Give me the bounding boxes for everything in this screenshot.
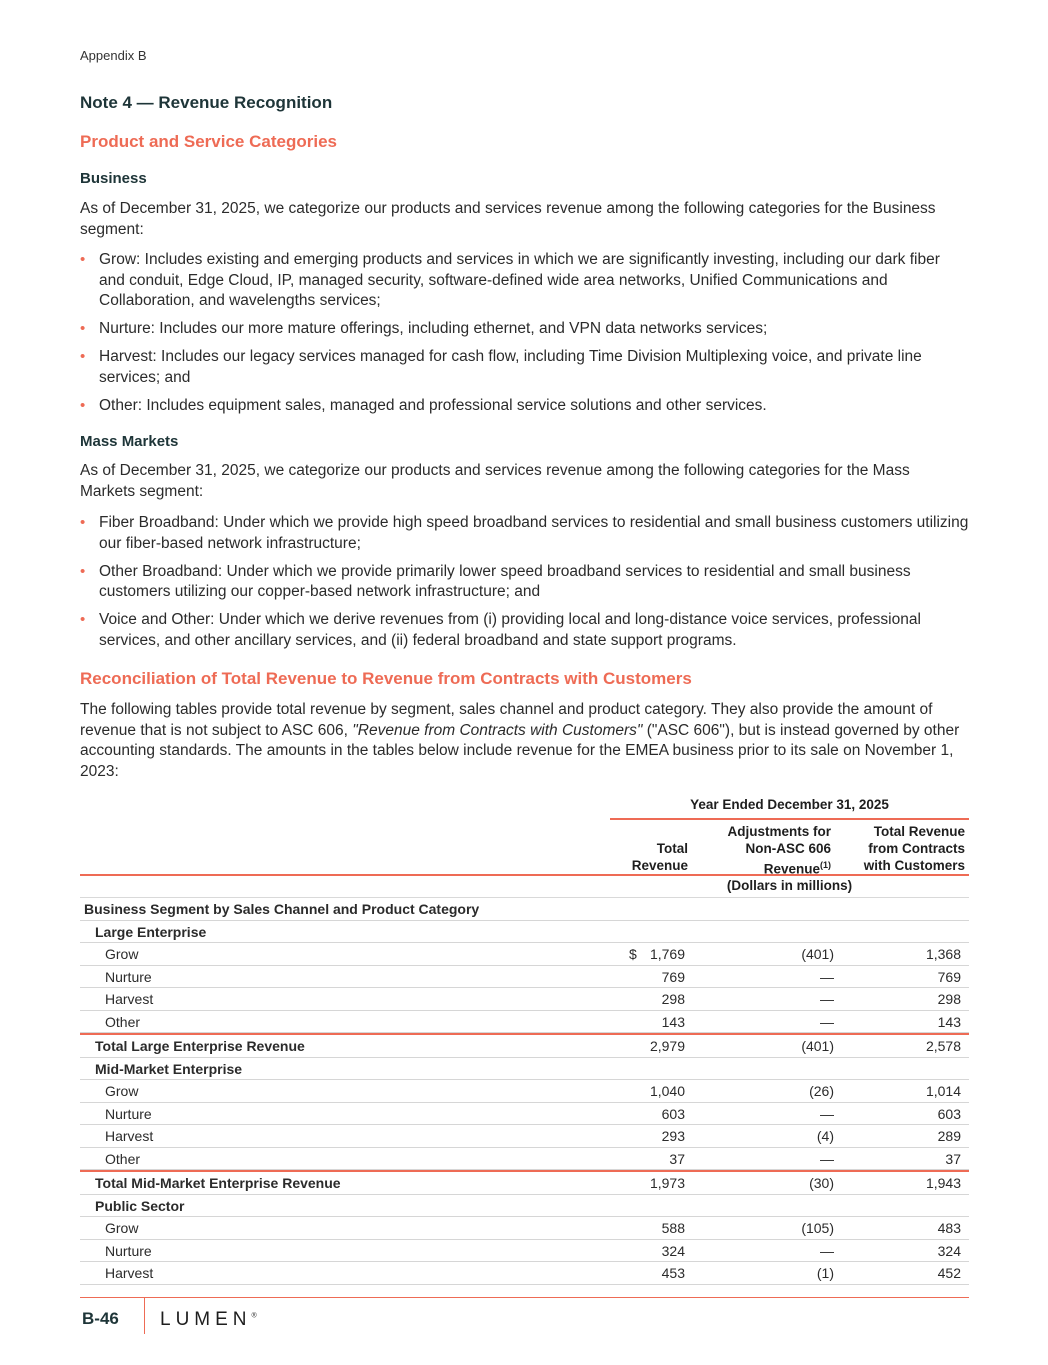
- adjustment-cell: (105): [801, 1220, 834, 1236]
- contracts-revenue-cell: 769: [937, 968, 961, 985]
- row-label: Other: [105, 1150, 141, 1167]
- contracts-revenue-cell: 37: [945, 1150, 961, 1167]
- adjustment-cell: (401): [801, 946, 834, 962]
- contracts-revenue-cell: 298: [937, 991, 961, 1007]
- column-header-adjustments: Adjustments for Non-ASC 606 Revenue$^{(1)}$: [727, 824, 831, 877]
- table-row: [80, 1080, 969, 1103]
- row-label: Harvest: [105, 1265, 154, 1281]
- adjustment-cell: —: [820, 1013, 834, 1030]
- table-row: [80, 1103, 969, 1126]
- contracts-revenue-cell: 1,368: [925, 946, 961, 962]
- total-revenue-cell: 603: [661, 1105, 685, 1122]
- total-revenue-cell: 324: [661, 1242, 685, 1259]
- table-row: [80, 966, 969, 989]
- footer-divider: [80, 1297, 969, 1298]
- bullet-icon: •: [80, 562, 86, 580]
- lumen-logo: LUMEN®: [160, 1309, 257, 1330]
- table-row: [80, 1217, 969, 1240]
- bullet-item: • Harvest: Includes our legacy services managed for cash flow, including Time Division Multiplexing voice, and private line services; and: [80, 348, 922, 386]
- total-revenue-cell: 293: [661, 1128, 685, 1144]
- row-label: Nurture: [105, 968, 152, 985]
- row-label: Harvest: [105, 991, 154, 1007]
- table-row: [80, 1125, 969, 1148]
- adjustment-cell: (26): [809, 1083, 834, 1099]
- contracts-revenue-cell: 143: [937, 1013, 961, 1030]
- table-row: [80, 943, 969, 966]
- contracts-revenue-cell: 452: [937, 1265, 961, 1281]
- table-row: [80, 1011, 969, 1034]
- contracts-revenue-cell: 2,578: [925, 1038, 961, 1054]
- footnote-marker: (1): [820, 860, 831, 870]
- bullet-icon: •: [80, 251, 86, 268]
- bullet-item: • Other: Includes equipment sales, managed and professional service solutions and other services.: [80, 396, 969, 417]
- table-total-row: [80, 1033, 969, 1058]
- adjustment-cell: (4): [816, 1128, 834, 1144]
- total-revenue-cell: 1,769: [649, 946, 685, 962]
- adjustment-cell: —: [820, 991, 834, 1007]
- row-label: Other: [105, 1013, 141, 1030]
- contracts-revenue-cell: 289: [937, 1128, 961, 1144]
- row-label: Mid-Market Enterprise: [95, 1060, 243, 1077]
- contracts-revenue-cell: 324: [937, 1242, 961, 1259]
- bullet-icon: •: [80, 611, 86, 628]
- row-label: Large Enterprise: [95, 923, 207, 940]
- column-header-total-revenue: Total Revenue: [631, 841, 688, 873]
- row-label: Grow: [105, 946, 139, 962]
- subheading-mass-markets: Mass Markets: [80, 433, 179, 450]
- row-label: Total Mid-Market Enterprise Revenue: [95, 1175, 341, 1191]
- bullet-item: • Grow: Includes existing and emerging products and services in which we are significantly investing, including our dark fiber and conduit, Edge Cloud, IP, managed security, software-defined wide area networks, Unified Communications and Collaboration, and wavelengths services;: [80, 251, 940, 309]
- table-total-row: [80, 1170, 969, 1195]
- bullet-icon: •: [80, 320, 86, 337]
- business-intro: As of December 31, 2025, we categorize our products and services revenue among the following categories for the Business segment:: [80, 200, 936, 238]
- row-label: Business Segment by Sales Channel and Product Category: [84, 901, 480, 917]
- row-label: Grow: [105, 1220, 139, 1236]
- row-label: Grow: [105, 1083, 139, 1099]
- bullet-icon: •: [80, 514, 86, 531]
- row-label: Nurture: [105, 1242, 152, 1259]
- total-revenue-cell: 588: [661, 1220, 685, 1236]
- total-revenue-cell: 298: [661, 991, 685, 1007]
- row-label: Nurture: [105, 1105, 152, 1122]
- bullet-item: • Nurture: Includes our more mature offerings, including ethernet, and VPN data networks services;: [80, 319, 969, 340]
- row-label: Public Sector: [95, 1197, 185, 1214]
- adjustment-cell: (401): [801, 1038, 834, 1054]
- business-bullet-list: [80, 250, 969, 424]
- section-heading-categories: Product and Service Categories: [80, 132, 337, 151]
- table-row: [80, 1148, 969, 1171]
- reconciliation-intro: The following tables provide total revenue by segment, sales channel and product category. They also provide the amount of revenue that is not subject to ASC 606, "Revenue from Contracts with Customers" ("ASC 606"), but is instead governed by other accounting standards. The amounts in the tables below include revenue for the EMEA business prior to its sale on November 1, 2023:: [80, 701, 960, 780]
- table-row: [80, 1262, 969, 1285]
- row-label: Harvest: [105, 1128, 154, 1144]
- table-group-row: [80, 921, 969, 944]
- page-number: B-46: [82, 1309, 119, 1328]
- bullet-icon: •: [80, 348, 86, 365]
- currency-symbol: $: [629, 946, 637, 962]
- adjustment-cell: (1): [816, 1265, 834, 1281]
- bullet-item: • Fiber Broadband: Under which we provide high speed broadband services to residential and small business customers utilizing our fiber-based network infrastructure;: [80, 514, 969, 552]
- contracts-revenue-cell: 1,943: [925, 1175, 961, 1191]
- header-divider: [80, 874, 969, 876]
- bullet-item: • Voice and Other: Under which we derive revenues from (i) providing local and long-distance voice services, professional services, and other ancillary services, and (ii) federal broadband and state support programs.: [80, 611, 921, 649]
- adjustment-cell: —: [820, 1242, 834, 1259]
- mass-markets-intro: As of December 31, 2025, we categorize our products and services revenue among the following categories for the Mass Markets segment:: [80, 462, 910, 500]
- contracts-revenue-cell: 1,014: [925, 1083, 961, 1099]
- total-revenue-cell: 2,979: [649, 1038, 685, 1054]
- total-revenue-cell: 1,973: [649, 1175, 685, 1191]
- adjustment-cell: (30): [809, 1175, 834, 1191]
- units-label: (Dollars in millions): [726, 878, 853, 893]
- total-revenue-cell: 1,040: [649, 1083, 685, 1099]
- table-group-row: [80, 898, 969, 921]
- table-group-row: [80, 1195, 969, 1218]
- table-row: [80, 1240, 969, 1263]
- bullet-item: • Other Broadband: Under which we provide primarily lower speed broadband services to residential and small business customers utilizing our copper-based network infrastructure; and: [80, 562, 911, 600]
- total-revenue-cell: 37: [669, 1150, 685, 1167]
- adjustment-cell: —: [820, 968, 834, 985]
- mass-markets-bullet-list: [80, 513, 969, 659]
- row-label: Total Large Enterprise Revenue: [95, 1038, 305, 1054]
- contracts-revenue-cell: 603: [937, 1105, 961, 1122]
- column-header-contracts-revenue: Total Revenue from Contracts with Customers: [863, 824, 965, 873]
- total-revenue-cell: 769: [661, 968, 685, 985]
- table-group-row: [80, 1058, 969, 1081]
- contracts-revenue-cell: 483: [937, 1220, 961, 1236]
- table-body: [80, 898, 969, 1285]
- subheading-business: Business: [80, 170, 147, 187]
- appendix-label: Appendix B: [80, 48, 147, 63]
- adjustment-cell: —: [820, 1150, 834, 1167]
- note-title: Note 4 — Revenue Recognition: [80, 93, 333, 112]
- total-revenue-cell: 143: [661, 1013, 685, 1030]
- adjustment-cell: —: [820, 1105, 834, 1122]
- period-header: Year Ended December 31, 2025: [610, 797, 969, 820]
- section-heading-reconciliation: Reconciliation of Total Revenue to Revenue from Contracts with Customers: [80, 669, 692, 688]
- table-row: [80, 988, 969, 1011]
- bullet-icon: •: [80, 396, 86, 414]
- total-revenue-cell: 453: [661, 1265, 685, 1281]
- footer-vertical-divider: [144, 1298, 145, 1334]
